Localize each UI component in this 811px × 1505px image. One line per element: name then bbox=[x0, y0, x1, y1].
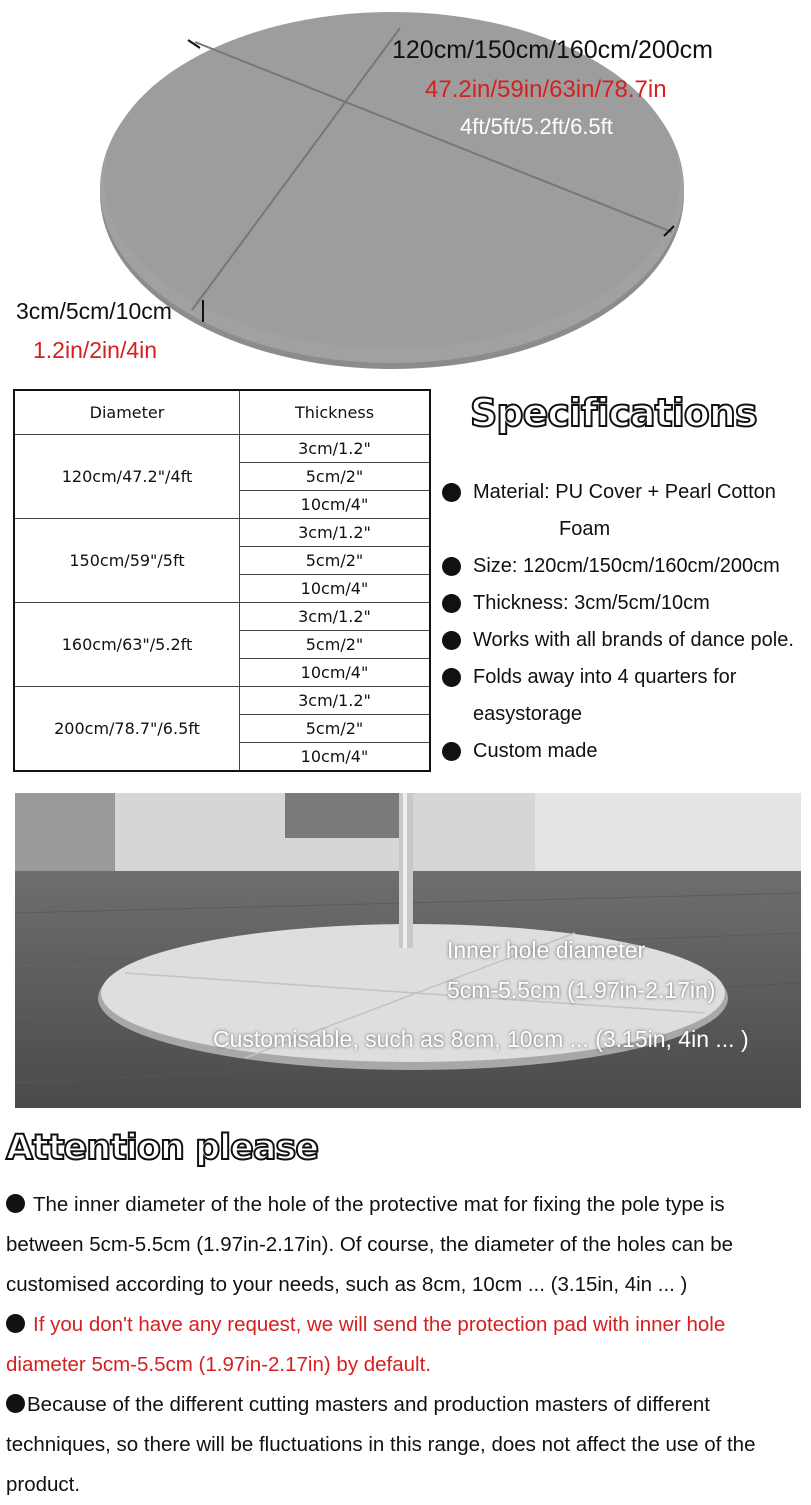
attention-text-2: If you don't have any request, we will send the protection pad with inner hole diameter 5cm-5.5cm (1.97in-2.17in) by default. bbox=[6, 1313, 726, 1376]
attention-item bbox=[6, 1185, 806, 1305]
bullet-icon bbox=[6, 1394, 25, 1413]
custom-size-note: Customisable, such as 8cm, 10cm ... (3.15in, 4in ... ) bbox=[213, 1026, 749, 1052]
attention-text-3: Because of the different cutting masters and production masters of different techniques, so there will be fluctuations in this range, does not affect the use of the product. bbox=[6, 1393, 756, 1496]
size-table bbox=[13, 389, 431, 772]
thickness-cell: 10cm/4" bbox=[240, 575, 431, 603]
room-photo-image bbox=[15, 793, 801, 1108]
spec-fold: Folds away into 4 quarters for bbox=[473, 666, 737, 688]
thickness-cell: 10cm/4" bbox=[240, 491, 431, 519]
thickness-cell: 5cm/2" bbox=[240, 463, 431, 491]
diameter-cell: 150cm/59"/5ft bbox=[14, 519, 240, 603]
diameter-ft-label: 4ft/5ft/5.2ft/6.5ft bbox=[460, 114, 613, 139]
bullet-icon bbox=[442, 594, 461, 613]
thickness-cm-label: 3cm/5cm/10cm bbox=[16, 298, 172, 324]
bullet-icon bbox=[442, 668, 461, 687]
header-thickness: Thickness bbox=[240, 390, 431, 435]
attention-heading: Attention please bbox=[6, 1128, 319, 1168]
specifications-list bbox=[442, 474, 811, 770]
attention-item bbox=[6, 1385, 806, 1505]
list-item bbox=[442, 474, 811, 548]
spec-material: Material: PU Cover + Pearl Cotton bbox=[473, 481, 776, 503]
thickness-cell: 5cm/2" bbox=[240, 547, 431, 575]
table-row bbox=[14, 687, 430, 715]
room-photo bbox=[15, 793, 801, 1108]
spec-compat: Works with all brands of dance pole. bbox=[473, 629, 794, 651]
thickness-cell: 3cm/1.2" bbox=[240, 687, 431, 715]
bullet-icon bbox=[442, 631, 461, 650]
spec-size: Size: 120cm/150cm/160cm/200cm bbox=[473, 555, 780, 577]
thickness-cell: 10cm/4" bbox=[240, 743, 431, 772]
bullet-icon bbox=[6, 1194, 25, 1213]
list-item bbox=[442, 585, 811, 622]
thickness-cell: 5cm/2" bbox=[240, 631, 431, 659]
mat-illustration bbox=[0, 0, 811, 380]
bullet-icon bbox=[442, 557, 461, 576]
bullet-icon bbox=[442, 742, 461, 761]
diameter-cell: 160cm/63"/5.2ft bbox=[14, 603, 240, 687]
hole-diameter-title: Inner hole diameter bbox=[447, 937, 646, 963]
list-item bbox=[442, 659, 811, 733]
diameter-cm-label: 120cm/150cm/160cm/200cm bbox=[392, 36, 713, 64]
spec-thickness: Thickness: 3cm/5cm/10cm bbox=[473, 592, 710, 614]
hole-diameter-value: 5cm-5.5cm (1.97in-2.17in) bbox=[447, 977, 716, 1003]
attention-body bbox=[6, 1185, 806, 1505]
spec-custom: Custom made bbox=[473, 740, 598, 762]
bullet-icon bbox=[6, 1314, 25, 1333]
specifications-heading: Specifications bbox=[470, 391, 757, 435]
list-item bbox=[442, 622, 811, 659]
diameter-in-label: 47.2in/59in/63in/78.7in bbox=[425, 76, 667, 103]
table-row bbox=[14, 603, 430, 631]
table-row bbox=[14, 435, 430, 463]
thickness-cell: 10cm/4" bbox=[240, 659, 431, 687]
attention-text-1: The inner diameter of the hole of the protective mat for fixing the pole type is between 5cm-5.5cm (1.97in-2.17in). Of course, the diameter of the holes can be customised according to your needs, such as 8cm, 10cm ... (3.15in, 4in ... ) bbox=[6, 1193, 733, 1296]
header-diameter: Diameter bbox=[14, 390, 240, 435]
thickness-cell: 3cm/1.2" bbox=[240, 603, 431, 631]
thickness-in-label: 1.2in/2in/4in bbox=[33, 337, 158, 363]
diameter-cell: 120cm/47.2"/4ft bbox=[14, 435, 240, 519]
list-item bbox=[442, 733, 811, 770]
bullet-icon bbox=[442, 483, 461, 502]
diameter-cell: 200cm/78.7"/6.5ft bbox=[14, 687, 240, 772]
list-item bbox=[442, 548, 811, 585]
table-row bbox=[14, 519, 430, 547]
table-header-row bbox=[14, 390, 430, 435]
thickness-cell: 3cm/1.2" bbox=[240, 435, 431, 463]
spec-material-cont: Foam bbox=[559, 518, 611, 540]
spec-fold-cont: easystorage bbox=[473, 703, 582, 725]
attention-item bbox=[6, 1305, 806, 1385]
thickness-cell: 5cm/2" bbox=[240, 715, 431, 743]
thickness-cell: 3cm/1.2" bbox=[240, 519, 431, 547]
